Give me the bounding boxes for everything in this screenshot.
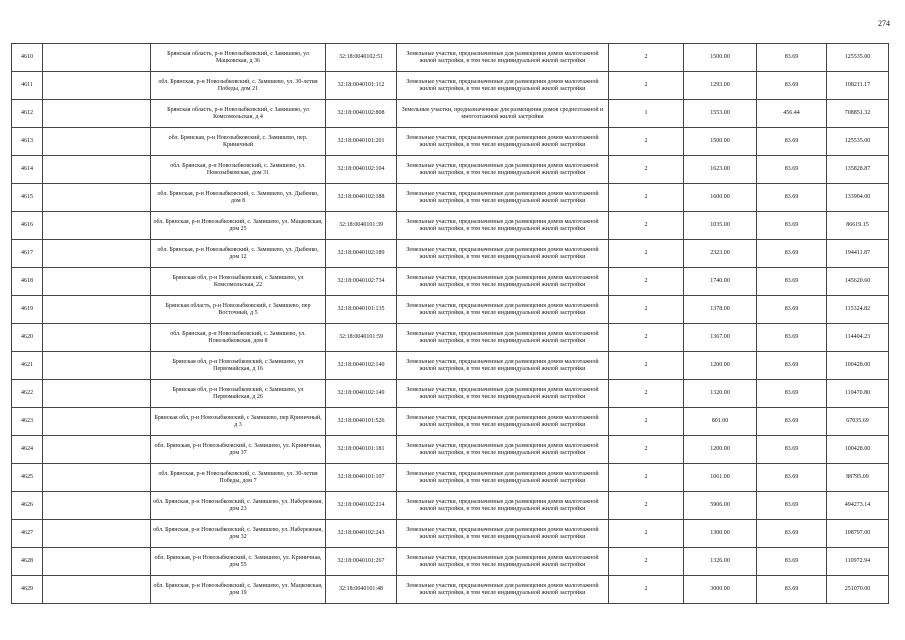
specific-value-cell: 83.69 xyxy=(757,352,827,380)
blank-cell xyxy=(43,72,151,100)
land-use-cell: Земельные участки, предназначенные для размещения домов малоэтажной жилой застройки, в том числе индивидуальной жилой застройки xyxy=(397,240,609,268)
table-body xyxy=(12,44,889,604)
address-cell: обл. Брянская, р-н Новозыбковский, с. Замишево, ул. Набережная, дом 23 xyxy=(151,492,326,520)
address-cell: обл. Брянская, р-н Новозыбковский, с. Замишево, ул. Криничная, дом 55 xyxy=(151,548,326,576)
address-cell: обл. Брянская, р-н Новозыбковский, с. Замишево, ул. Мацковская, дом 25 xyxy=(151,212,326,240)
blank-cell xyxy=(43,44,151,72)
land-use-cell: Земельные участки, предназначенные для размещения домов малоэтажной жилой застройки, в том числе индивидуальной жилой застройки xyxy=(397,324,609,352)
row-number: 4621 xyxy=(12,352,43,380)
group-code-cell: 2 xyxy=(609,240,684,268)
row-number: 4610 xyxy=(12,44,43,72)
row-number: 4618 xyxy=(12,268,43,296)
group-code-cell: 2 xyxy=(609,44,684,72)
table-row xyxy=(12,156,889,184)
cadastral-number-cell: 32:18:0040101:39 xyxy=(326,212,397,240)
cadastral-value-cell: 494273.14 xyxy=(827,492,889,520)
address-cell: обл. Брянская, р-н Новозыбковский, с. Замишево, ул. 30-летия Победы, дом 21 xyxy=(151,72,326,100)
group-code-cell: 2 xyxy=(609,268,684,296)
address-cell: Брянская область, р-н Новозыбковский, с Замишево, ул Комсомольская, д 4 xyxy=(151,100,326,128)
group-code-cell: 2 xyxy=(609,436,684,464)
row-number: 4627 xyxy=(12,520,43,548)
cadastral-number-cell: 32:18:0040101:201 xyxy=(326,128,397,156)
area-cell: 2323.00 xyxy=(684,240,757,268)
area-cell: 1553.00 xyxy=(684,100,757,128)
cadastral-value-cell: 100428.00 xyxy=(827,352,889,380)
table-row xyxy=(12,408,889,436)
cadastral-number-cell: 32:18:0040101:48 xyxy=(326,576,397,604)
row-number: 4614 xyxy=(12,156,43,184)
blank-cell xyxy=(43,128,151,156)
area-cell: 1200.00 xyxy=(684,436,757,464)
area-cell: 1061.00 xyxy=(684,464,757,492)
area-cell: 1623.00 xyxy=(684,156,757,184)
blank-cell xyxy=(43,352,151,380)
blank-cell xyxy=(43,324,151,352)
row-number: 4616 xyxy=(12,212,43,240)
table-row xyxy=(12,72,889,100)
cadastral-number-cell: 32:18:0040101:135 xyxy=(326,296,397,324)
land-use-cell: Земельные участки, предназначенные для размещения домов малоэтажной жилой застройки, в том числе индивидуальной жилой застройки xyxy=(397,436,609,464)
row-number: 4620 xyxy=(12,324,43,352)
group-code-cell: 2 xyxy=(609,352,684,380)
row-number: 4623 xyxy=(12,408,43,436)
table-row xyxy=(12,296,889,324)
group-code-cell: 2 xyxy=(609,576,684,604)
table-row xyxy=(12,576,889,604)
page-number: 274 xyxy=(878,19,890,28)
table-row xyxy=(12,464,889,492)
cadastral-number-cell: 32:18:0040102:140 xyxy=(326,352,397,380)
blank-cell xyxy=(43,268,151,296)
blank-cell xyxy=(43,380,151,408)
blank-cell xyxy=(43,184,151,212)
specific-value-cell: 83.69 xyxy=(757,436,827,464)
cadastral-value-cell: 194411.87 xyxy=(827,240,889,268)
cadastral-number-cell: 32:18:0040102:189 xyxy=(326,240,397,268)
table-row xyxy=(12,492,889,520)
group-code-cell: 2 xyxy=(609,156,684,184)
table-row xyxy=(12,212,889,240)
table-row xyxy=(12,268,889,296)
cadastral-number-cell: 32:18:0040102:51 xyxy=(326,44,397,72)
address-cell: обл. Брянская, р-н Новозыбковский, с. Замишево, ул. Новозыбковская, дом 31 xyxy=(151,156,326,184)
address-cell: Брянская область, р-н Новозыбковский, с Замишево, пер Восточный, д 5 xyxy=(151,296,326,324)
cadastral-value-cell: 110470.80 xyxy=(827,380,889,408)
group-code-cell: 2 xyxy=(609,184,684,212)
cadastral-value-cell: 88795.09 xyxy=(827,464,889,492)
cadastral-number-cell: 32:18:0040101:267 xyxy=(326,548,397,576)
address-cell: Брянская обл, р-н Новозыбковский, с Замишево, ул Комсомольская, 22 xyxy=(151,268,326,296)
cadastral-number-cell: 32:18:0040102:149 xyxy=(326,380,397,408)
land-use-cell: Земельные участки, предназначенные для размещения домов малоэтажной жилой застройки, в том числе индивидуальной жилой застройки xyxy=(397,408,609,436)
cadastral-number-cell: 32:18:0040102:243 xyxy=(326,520,397,548)
row-number: 4624 xyxy=(12,436,43,464)
blank-cell xyxy=(43,408,151,436)
land-use-cell: Земельные участки, предназначенные для размещения домов малоэтажной жилой застройки, в том числе индивидуальной жилой застройки xyxy=(397,548,609,576)
blank-cell xyxy=(43,156,151,184)
specific-value-cell: 83.69 xyxy=(757,128,827,156)
area-cell: 5906.00 xyxy=(684,492,757,520)
cadastral-value-cell: 125535.00 xyxy=(827,44,889,72)
group-code-cell: 2 xyxy=(609,464,684,492)
land-use-cell: Земельные участки, предназначенные для размещения домов малоэтажной жилой застройки, в том числе индивидуальной жилой застройки xyxy=(397,576,609,604)
cadastral-number-cell: 32:18:0040102:734 xyxy=(326,268,397,296)
address-cell: Брянская обл, р-н Новозыбковский, с Замишево, ул Первомайская, д 16 xyxy=(151,352,326,380)
group-code-cell: 2 xyxy=(609,212,684,240)
table-row xyxy=(12,128,889,156)
table-row xyxy=(12,240,889,268)
specific-value-cell: 83.69 xyxy=(757,72,827,100)
cadastral-value-cell: 115324.82 xyxy=(827,296,889,324)
specific-value-cell: 83.69 xyxy=(757,212,827,240)
cadastral-value-cell: 125535.00 xyxy=(827,128,889,156)
table-row xyxy=(12,100,889,128)
specific-value-cell: 83.69 xyxy=(757,408,827,436)
address-cell: Брянская обл, р-н Новозыбковский, с Замишево, ул Первомайская, д 26 xyxy=(151,380,326,408)
table-row xyxy=(12,436,889,464)
specific-value-cell: 83.69 xyxy=(757,240,827,268)
specific-value-cell: 83.69 xyxy=(757,324,827,352)
land-use-cell: Земельные участки, предназначенные для размещения домов малоэтажной жилой застройки, в том числе индивидуальной жилой застройки xyxy=(397,44,609,72)
land-use-cell: Земельные участки, предназначенные для размещения домов малоэтажной жилой застройки, в том числе индивидуальной жилой застройки xyxy=(397,380,609,408)
group-code-cell: 2 xyxy=(609,324,684,352)
table-row xyxy=(12,352,889,380)
land-use-cell: Земельные участки, предназначенные для размещения домов малоэтажной жилой застройки, в том числе индивидуальной жилой застройки xyxy=(397,184,609,212)
blank-cell xyxy=(43,520,151,548)
group-code-cell: 2 xyxy=(609,492,684,520)
cadastral-value-cell: 708851.32 xyxy=(827,100,889,128)
specific-value-cell: 83.69 xyxy=(757,464,827,492)
cadastral-value-cell: 114404.23 xyxy=(827,324,889,352)
group-code-cell: 2 xyxy=(609,128,684,156)
row-number: 4611 xyxy=(12,72,43,100)
cadastral-number-cell: 32:18:0040101:59 xyxy=(326,324,397,352)
area-cell: 1200.00 xyxy=(684,352,757,380)
area-cell: 1035.00 xyxy=(684,212,757,240)
cadastral-value-cell: 133904.00 xyxy=(827,184,889,212)
blank-cell xyxy=(43,548,151,576)
blank-cell xyxy=(43,212,151,240)
cadastral-number-cell: 32:18:0040102:188 xyxy=(326,184,397,212)
blank-cell xyxy=(43,100,151,128)
blank-cell xyxy=(43,436,151,464)
row-number: 4613 xyxy=(12,128,43,156)
land-use-cell: Земельные участки, предназначенные для размещения домов малоэтажной жилой застройки, в том числе индивидуальной жилой застройки xyxy=(397,296,609,324)
specific-value-cell: 83.69 xyxy=(757,156,827,184)
address-cell: обл. Брянская, р-н Новозыбковский, с. Замишево, ул. Новозыбковская, дом 8 xyxy=(151,324,326,352)
table-row xyxy=(12,520,889,548)
cadastral-number-cell: 32:18:0040101:107 xyxy=(326,464,397,492)
blank-cell xyxy=(43,492,151,520)
address-cell: обл. Брянская, р-н Новозыбковский, с. Замишево, пер. Криничный xyxy=(151,128,326,156)
land-use-cell: Земельные участки, предназначенные для размещения домов малоэтажной жилой застройки, в том числе индивидуальной жилой застройки xyxy=(397,72,609,100)
address-cell: обл. Брянская, р-н Новозыбковский, с. Замишево, ул. 30-летия Победы, дом 7 xyxy=(151,464,326,492)
group-code-cell: 2 xyxy=(609,408,684,436)
area-cell: 3000.00 xyxy=(684,576,757,604)
specific-value-cell: 83.69 xyxy=(757,492,827,520)
address-cell: обл. Брянская, р-н Новозыбковский, с. Замишево, ул. Набережная, дом 32 xyxy=(151,520,326,548)
table-row xyxy=(12,44,889,72)
cadastral-value-cell: 251070.00 xyxy=(827,576,889,604)
area-cell: 1293.00 xyxy=(684,72,757,100)
specific-value-cell: 83.69 xyxy=(757,520,827,548)
cadastral-value-cell: 67035.69 xyxy=(827,408,889,436)
land-use-cell: Земельные участки, предназначенные для размещения домов малоэтажной жилой застройки, в том числе индивидуальной жилой застройки xyxy=(397,268,609,296)
land-use-cell: Земельные участки, предназначенные для размещения домов малоэтажной жилой застройки, в том числе индивидуальной жилой застройки xyxy=(397,128,609,156)
row-number: 4615 xyxy=(12,184,43,212)
cadastral-value-table xyxy=(11,43,889,604)
group-code-cell: 2 xyxy=(609,296,684,324)
land-use-cell: Земельные участки, предназначенные для размещения домов малоэтажной жилой застройки, в том числе индивидуальной жилой застройки xyxy=(397,492,609,520)
cadastral-value-cell: 145620.60 xyxy=(827,268,889,296)
row-number: 4626 xyxy=(12,492,43,520)
row-number: 4619 xyxy=(12,296,43,324)
group-code-cell: 2 xyxy=(609,380,684,408)
specific-value-cell: 83.69 xyxy=(757,268,827,296)
cadastral-number-cell: 32:18:0040102:808 xyxy=(326,100,397,128)
land-use-cell: Земельные участки, предназначенные для размещения домов малоэтажной жилой застройки, в том числе индивидуальной жилой застройки xyxy=(397,212,609,240)
group-code-cell: 2 xyxy=(609,72,684,100)
address-cell: обл. Брянская, р-н Новозыбковский, с. Замишево, ул. Дыбенко, дом 12 xyxy=(151,240,326,268)
cadastral-value-cell: 108211.17 xyxy=(827,72,889,100)
row-number: 4629 xyxy=(12,576,43,604)
specific-value-cell: 83.69 xyxy=(757,184,827,212)
table-row xyxy=(12,184,889,212)
table-row xyxy=(12,548,889,576)
cadastral-value-cell: 108797.00 xyxy=(827,520,889,548)
blank-cell xyxy=(43,296,151,324)
row-number: 4628 xyxy=(12,548,43,576)
area-cell: 1326.00 xyxy=(684,548,757,576)
cadastral-value-cell: 100428.00 xyxy=(827,436,889,464)
land-use-cell: Земельные участки, предназначенные для размещения домов малоэтажной жилой застройки, в том числе индивидуальной жилой застройки xyxy=(397,520,609,548)
area-cell: 1367.00 xyxy=(684,324,757,352)
group-code-cell: 1 xyxy=(609,100,684,128)
specific-value-cell: 83.69 xyxy=(757,44,827,72)
cadastral-value-cell: 135828.87 xyxy=(827,156,889,184)
cadastral-value-cell: 110972.94 xyxy=(827,548,889,576)
area-cell: 1500.00 xyxy=(684,44,757,72)
area-cell: 1740.00 xyxy=(684,268,757,296)
cadastral-value-cell: 86619.15 xyxy=(827,212,889,240)
table-row xyxy=(12,380,889,408)
address-cell: Брянская обл, р-н Новозыбковский, с Замишево, пер Криничный, д 3 xyxy=(151,408,326,436)
blank-cell xyxy=(43,464,151,492)
group-code-cell: 2 xyxy=(609,520,684,548)
area-cell: 1300.00 xyxy=(684,520,757,548)
specific-value-cell: 456.44 xyxy=(757,100,827,128)
specific-value-cell: 83.69 xyxy=(757,548,827,576)
cadastral-number-cell: 32:18:0040101:526 xyxy=(326,408,397,436)
cadastral-number-cell: 32:18:0040101:112 xyxy=(326,72,397,100)
row-number: 4625 xyxy=(12,464,43,492)
row-number: 4617 xyxy=(12,240,43,268)
specific-value-cell: 83.69 xyxy=(757,380,827,408)
land-use-cell: Земельные участки, предназначенные для размещения домов среднеэтажной и многоэтажной жилой застройки xyxy=(397,100,609,128)
address-cell: обл. Брянская, р-н Новозыбковский, с. Замишево, ул. Мацковская, дом 19 xyxy=(151,576,326,604)
land-use-cell: Земельные участки, предназначенные для размещения домов малоэтажной жилой застройки, в том числе индивидуальной жилой застройки xyxy=(397,352,609,380)
area-cell: 1500.00 xyxy=(684,128,757,156)
area-cell: 1600.00 xyxy=(684,184,757,212)
cadastral-number-cell: 32:18:0040102:104 xyxy=(326,156,397,184)
blank-cell xyxy=(43,240,151,268)
specific-value-cell: 83.69 xyxy=(757,576,827,604)
cadastral-number-cell: 32:18:0040102:214 xyxy=(326,492,397,520)
area-cell: 801.00 xyxy=(684,408,757,436)
specific-value-cell: 83.69 xyxy=(757,296,827,324)
row-number: 4622 xyxy=(12,380,43,408)
address-cell: Брянская область, р-н Новозыбковский, с Замишево, ул Мацковская, д 36 xyxy=(151,44,326,72)
table-row xyxy=(12,324,889,352)
area-cell: 1320.00 xyxy=(684,380,757,408)
land-use-cell: Земельные участки, предназначенные для размещения домов малоэтажной жилой застройки, в том числе индивидуальной жилой застройки xyxy=(397,464,609,492)
address-cell: обл. Брянская, р-н Новозыбковский, с. Замишево, ул. Дыбенко, дом 8 xyxy=(151,184,326,212)
blank-cell xyxy=(43,576,151,604)
area-cell: 1378.00 xyxy=(684,296,757,324)
row-number: 4612 xyxy=(12,100,43,128)
address-cell: обл. Брянская, р-н Новозыбковский, с. Замишево, ул. Криничная, дом 37 xyxy=(151,436,326,464)
cadastral-number-cell: 32:18:0040101:181 xyxy=(326,436,397,464)
land-use-cell: Земельные участки, предназначенные для размещения домов малоэтажной жилой застройки, в том числе индивидуальной жилой застройки xyxy=(397,156,609,184)
group-code-cell: 2 xyxy=(609,548,684,576)
